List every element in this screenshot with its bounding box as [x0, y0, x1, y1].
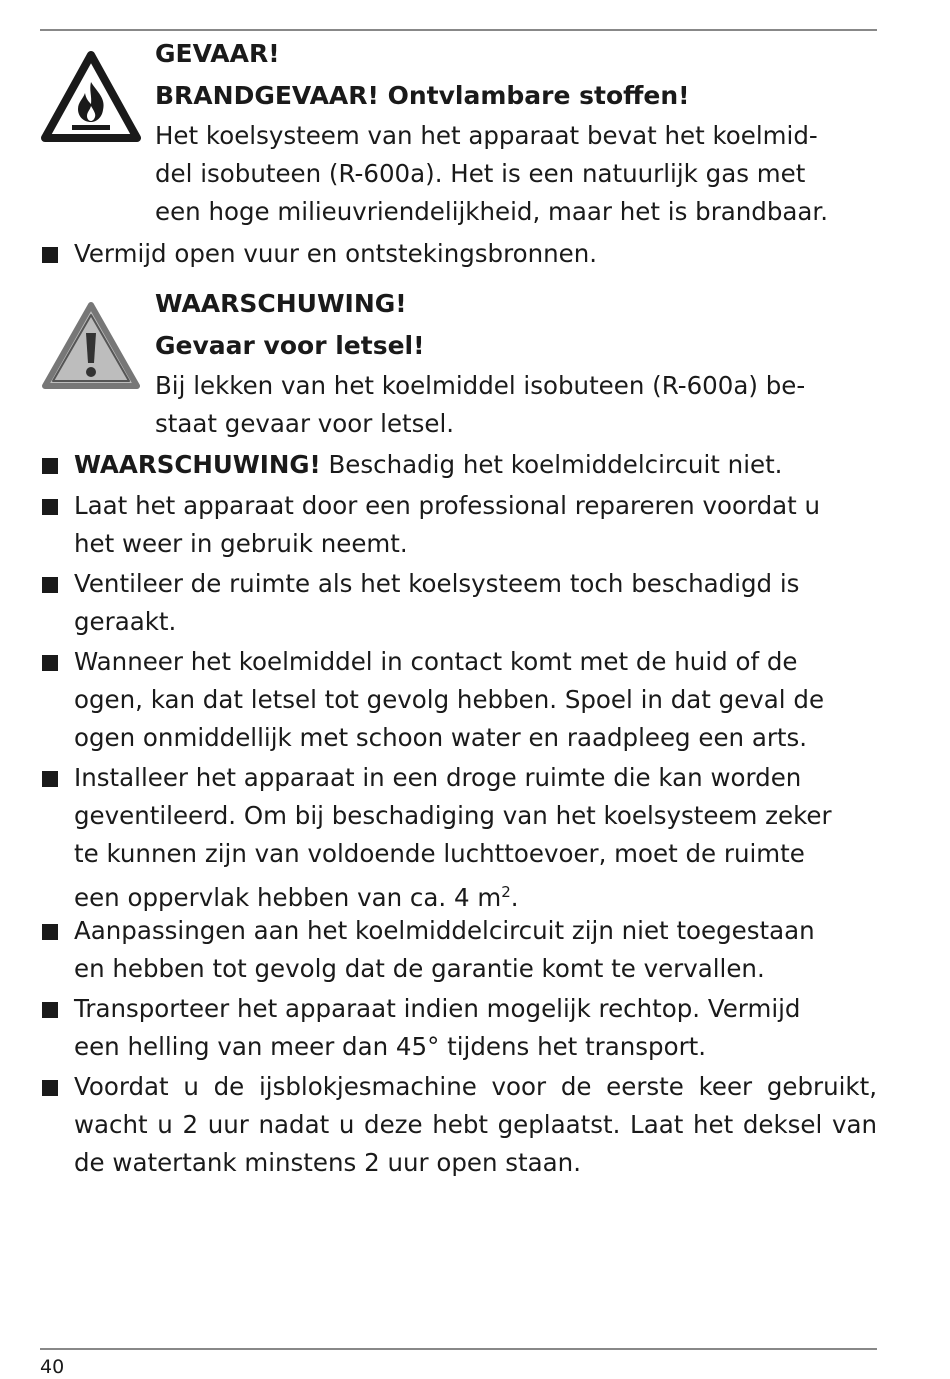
bullet-line: [74, 873, 832, 917]
danger-subtitle: BRANDGEVAAR! Ontvlambare stoffen!: [155, 81, 690, 110]
bullet-line: geventileerd. Om bij beschadiging van het koelsysteem zeker: [74, 801, 832, 830]
bullet-strong-label: WAARSCHUWING!: [74, 450, 321, 479]
bullet-line: en hebben tot gevolg dat de garantie komt te vervallen.: [74, 954, 765, 983]
danger-text-line: een hoge milieuvriendelijkheid, maar het is brandbaar.: [155, 197, 829, 226]
bullet-line: een helling van meer dan 45° tijdens het transport.: [74, 1032, 707, 1061]
bullet-square-icon: [42, 499, 58, 515]
bullet-square-icon: [42, 577, 58, 593]
danger-text-line: del isobuteen (R-600a). Het is een natuurlijk gas met: [155, 159, 806, 188]
bullet-line: Vermijd open vuur en ontstekingsbronnen.: [74, 239, 598, 268]
page-number: 40: [40, 1356, 65, 1378]
warning-text-line: Bij lekken van het koelmiddel isobuteen (R-600a) be-: [155, 371, 806, 400]
bullet-line: ogen, kan dat letsel tot gevolg hebben. Spoel in dat geval de: [74, 685, 825, 714]
danger-text-line: Het koelsysteem van het apparaat bevat het koelmid-: [155, 121, 818, 150]
bullet-line: Wanneer het koelmiddel in contact komt met de huid of de: [74, 647, 798, 676]
bullet-line: het weer in gebruik neemt.: [74, 529, 408, 558]
bottom-rule: [40, 1348, 877, 1350]
danger-title: GEVAAR!: [155, 39, 280, 68]
flammable-warning-icon: [40, 50, 142, 148]
bullet-line: Ventileer de ruimte als het koelsysteem toch beschadigd is: [74, 569, 800, 598]
bullet-line: de watertank minstens 2 uur open staan.: [74, 1148, 581, 1177]
bullet-line: wacht u 2 uur nadat u deze hebt geplaatst. Laat het deksel van: [74, 1110, 877, 1139]
bullet-line: geraakt.: [74, 607, 177, 636]
bullet-line: Transporteer het apparaat indien mogelijk rechtop. Vermijd: [74, 994, 801, 1023]
bullet-line: Voordat u de ijsblokjesmachine voor de eerste keer gebruikt,: [74, 1072, 877, 1101]
bullet-text: Beschadig het koelmiddelcircuit niet.: [320, 450, 783, 479]
warning-title: WAARSCHUWING!: [155, 289, 407, 318]
bullet-square-icon: [42, 771, 58, 787]
bullet-line: Aanpassingen aan het koelmiddelcircuit zijn niet toegestaan: [74, 916, 815, 945]
bullet-square-icon: [42, 247, 58, 263]
warning-text-line: staat gevaar voor letsel.: [155, 409, 455, 438]
bullet-square-icon: [42, 458, 58, 474]
bullet-line: [74, 446, 782, 484]
bullet-line: ogen onmiddellijk met schoon water en raadpleeg een arts.: [74, 723, 808, 752]
warning-subtitle: Gevaar voor letsel!: [155, 331, 425, 360]
bullet-line: te kunnen zijn van voldoende luchttoevoer, moet de ruimte: [74, 839, 805, 868]
bullet-line: Installeer het apparaat in een droge ruimte die kan worden: [74, 763, 802, 792]
bullet-square-icon: [42, 1002, 58, 1018]
bullet-text: een oppervlak hebben van ca. 4 m: [74, 883, 502, 913]
bullet-square-icon: [42, 924, 58, 940]
danger-text: [155, 33, 880, 231]
bullet-line: Laat het apparaat door een professional repareren voordat u: [74, 491, 821, 520]
warning-text: [155, 283, 880, 443]
exclamation-warning-icon: [40, 299, 142, 397]
bullet-square-icon: [42, 1080, 58, 1096]
bullet-text-end: .: [510, 883, 519, 913]
bullet-square-icon: [42, 655, 58, 671]
superscript-two: 2: [501, 883, 511, 901]
top-rule: [40, 29, 877, 31]
